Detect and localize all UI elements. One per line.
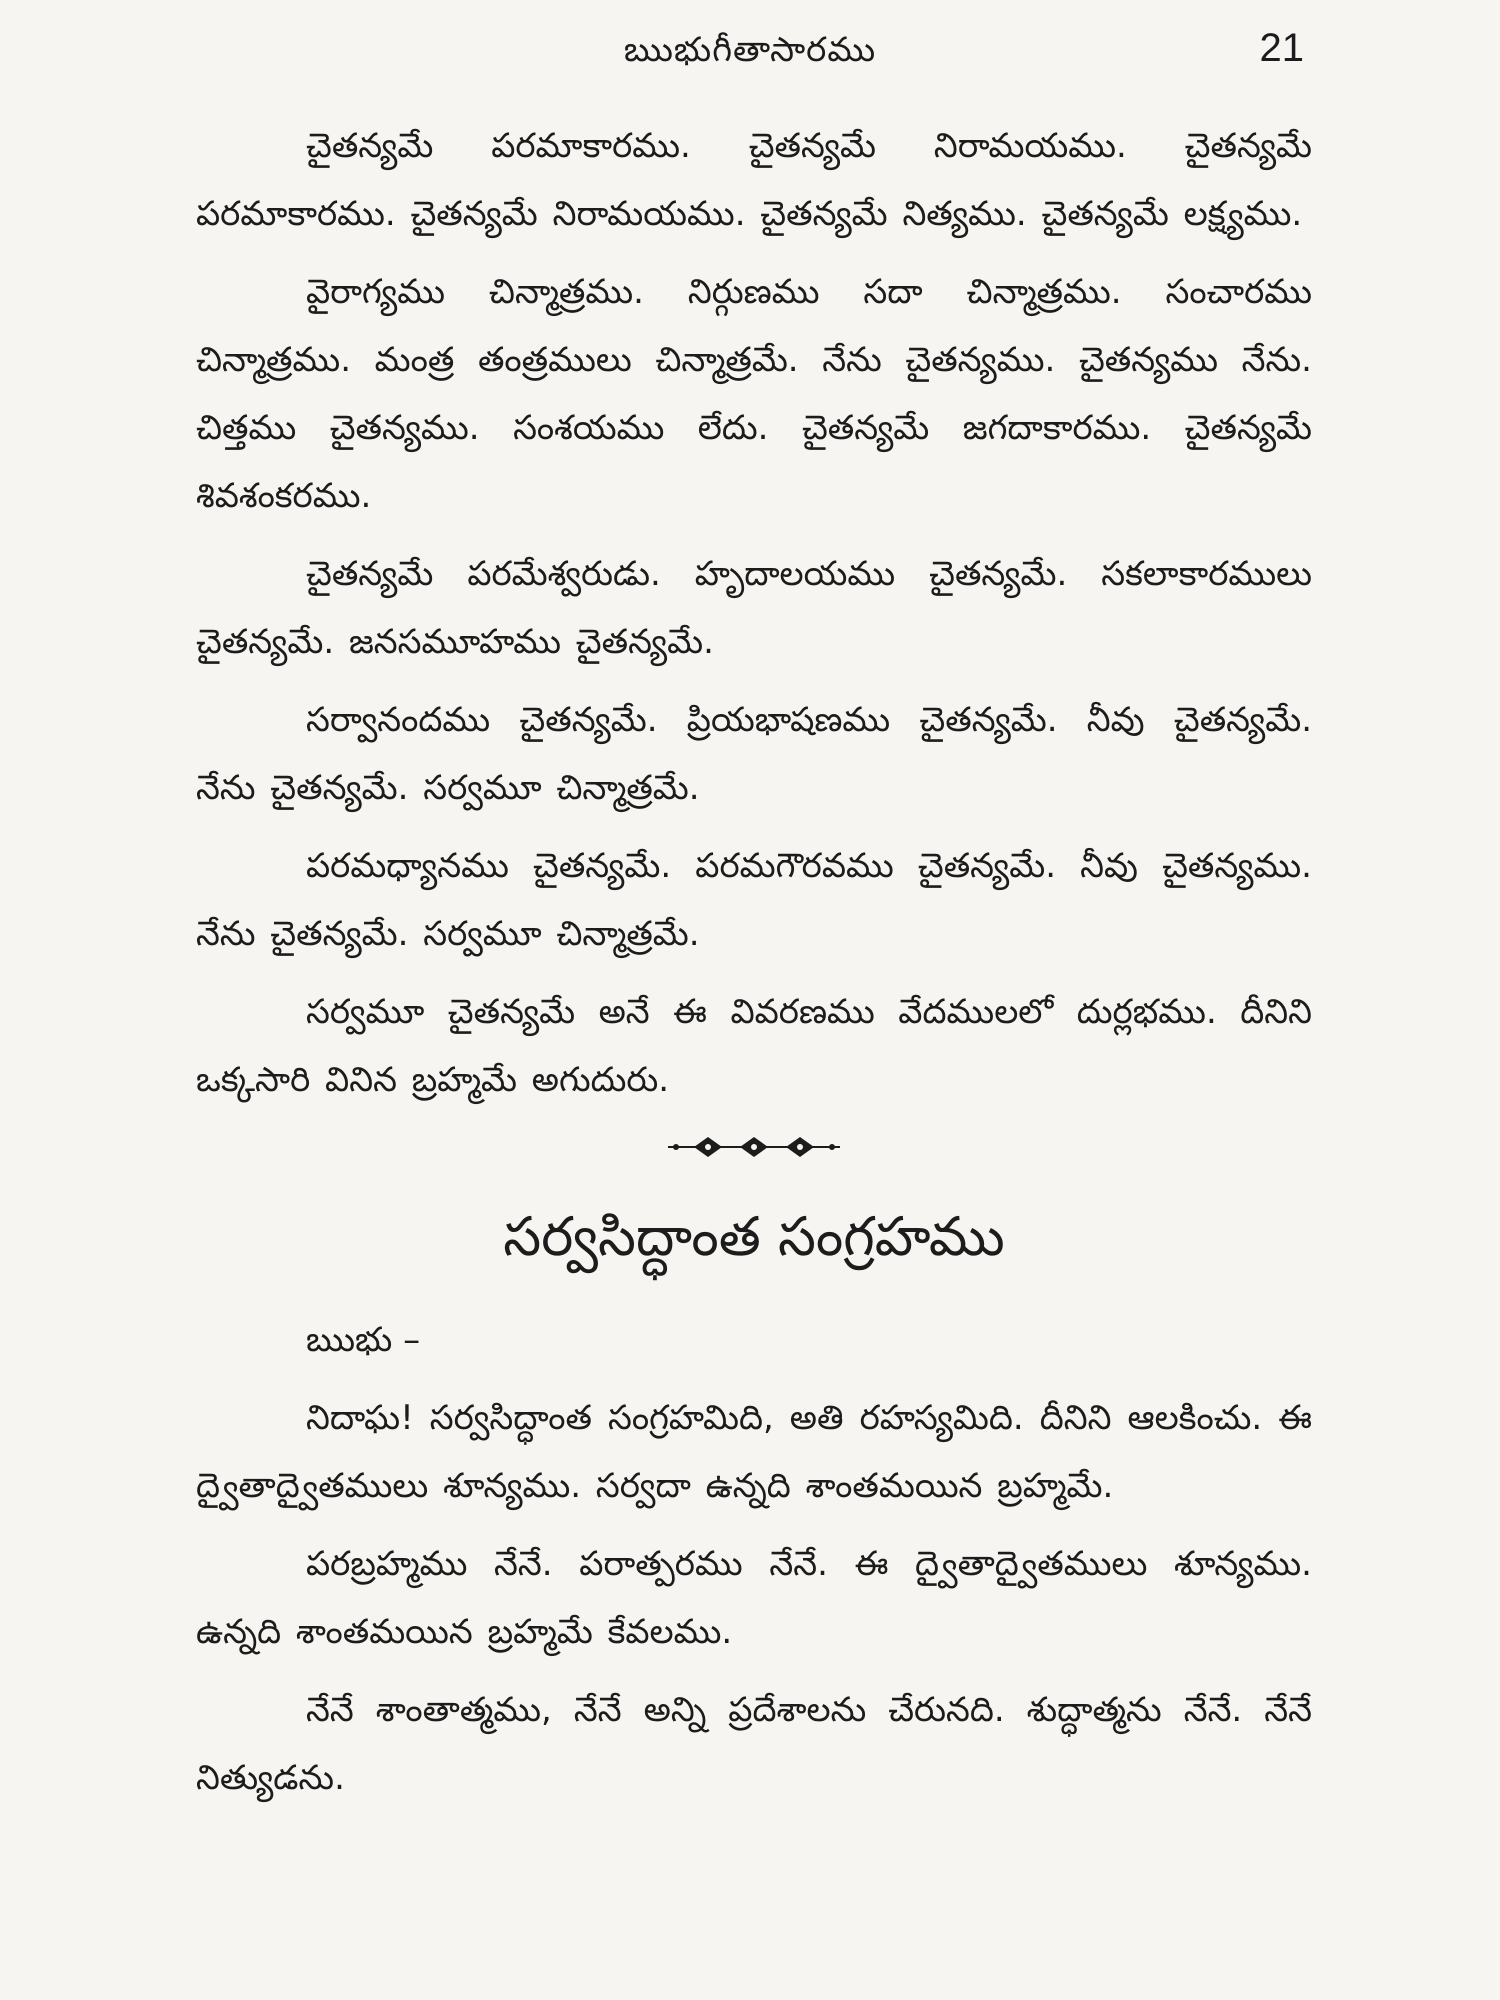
paragraph: నేనే శాంతాత్మము, నేనే అన్ని ప్రదేశాలను చేరునది. శుద్ధాత్మను నేనే. నేనే నిత్యుడను. bbox=[196, 1690, 1312, 1798]
page-number: 21 bbox=[1259, 26, 1304, 70]
paragraph: సర్వానందము చైతన్యమే. ప్రియభాషణము చైతన్యమే. నీవు చైతన్యమే. నేను చైతన్యమే. సర్వమూ చిన్మాత్రమే. bbox=[196, 700, 1312, 808]
paragraph: పరబ్రహ్మము నేనే. పరాత్పరము నేనే. ఈ ద్వైతాద్వైతములు శూన్యము. ఉన్నది శాంతమయిన బ్రహ్మమే కేవలము. bbox=[196, 1544, 1312, 1652]
speaker-label: ఋభు – bbox=[306, 1320, 421, 1360]
paragraph: పరమధ్యానము చైతన్యమే. పరమగౌరవము చైతన్యమే. నీవు చైతన్యము. నేను చైతన్యమే. సర్వమూ చిన్మాత్రమే. bbox=[196, 846, 1312, 954]
running-head: ఋభుగీతాసారము bbox=[623, 30, 877, 70]
paragraph: సర్వమూ చైతన్యమే అనే ఈ వివరణము వేదములలో దుర్లభము. దీనిని ఒక్కసారి వినిన బ్రహ్మమే అగుదురు. bbox=[196, 992, 1312, 1100]
ornament-divider-icon bbox=[664, 1132, 844, 1162]
section-title: సర్వసిద్ధాంత సంగ్రహము bbox=[503, 1205, 1005, 1268]
paragraph: నిదాఘ! సర్వసిద్ధాంత సంగ్రహమిది, అతి రహస్యమిది. దీనిని ఆలకించు. ఈ ద్వైతాద్వైతములు శూన్యము. సర్వదా ఉన్నది శాంతమయిన బ్రహ్మమే. bbox=[196, 1398, 1312, 1506]
body-text bbox=[196, 112, 1312, 1822]
paragraph: చైతన్యమే పరమాకారము. చైతన్యమే నిరామయము. చైతన్యమే పరమాకారము. చైతన్యమే నిరామయము. చైతన్యమే నిత్యము. చైతన్యమే లక్ష్యము. bbox=[196, 126, 1312, 234]
paragraph: వైరాగ్యము చిన్మాత్రము. నిర్గుణము సదా చిన్మాత్రము. సంచారము చిన్మాత్రము. మంత్ర తంత్రములు చిన్మాత్రమే. నేను చైతన్యము. చైతన్యము నేను. చిత్తము చైతన్యము. సంశయము లేదు. చైతన్యమే జగదాకారము. చైతన్యమే శివశంకరము. bbox=[196, 272, 1312, 516]
paragraph: చైతన్యమే పరమేశ్వరుడు. హృదాలయము చైతన్యమే. సకలాకారములు చైతన్యమే. జనసమూహము చైతన్యమే. bbox=[196, 554, 1312, 662]
